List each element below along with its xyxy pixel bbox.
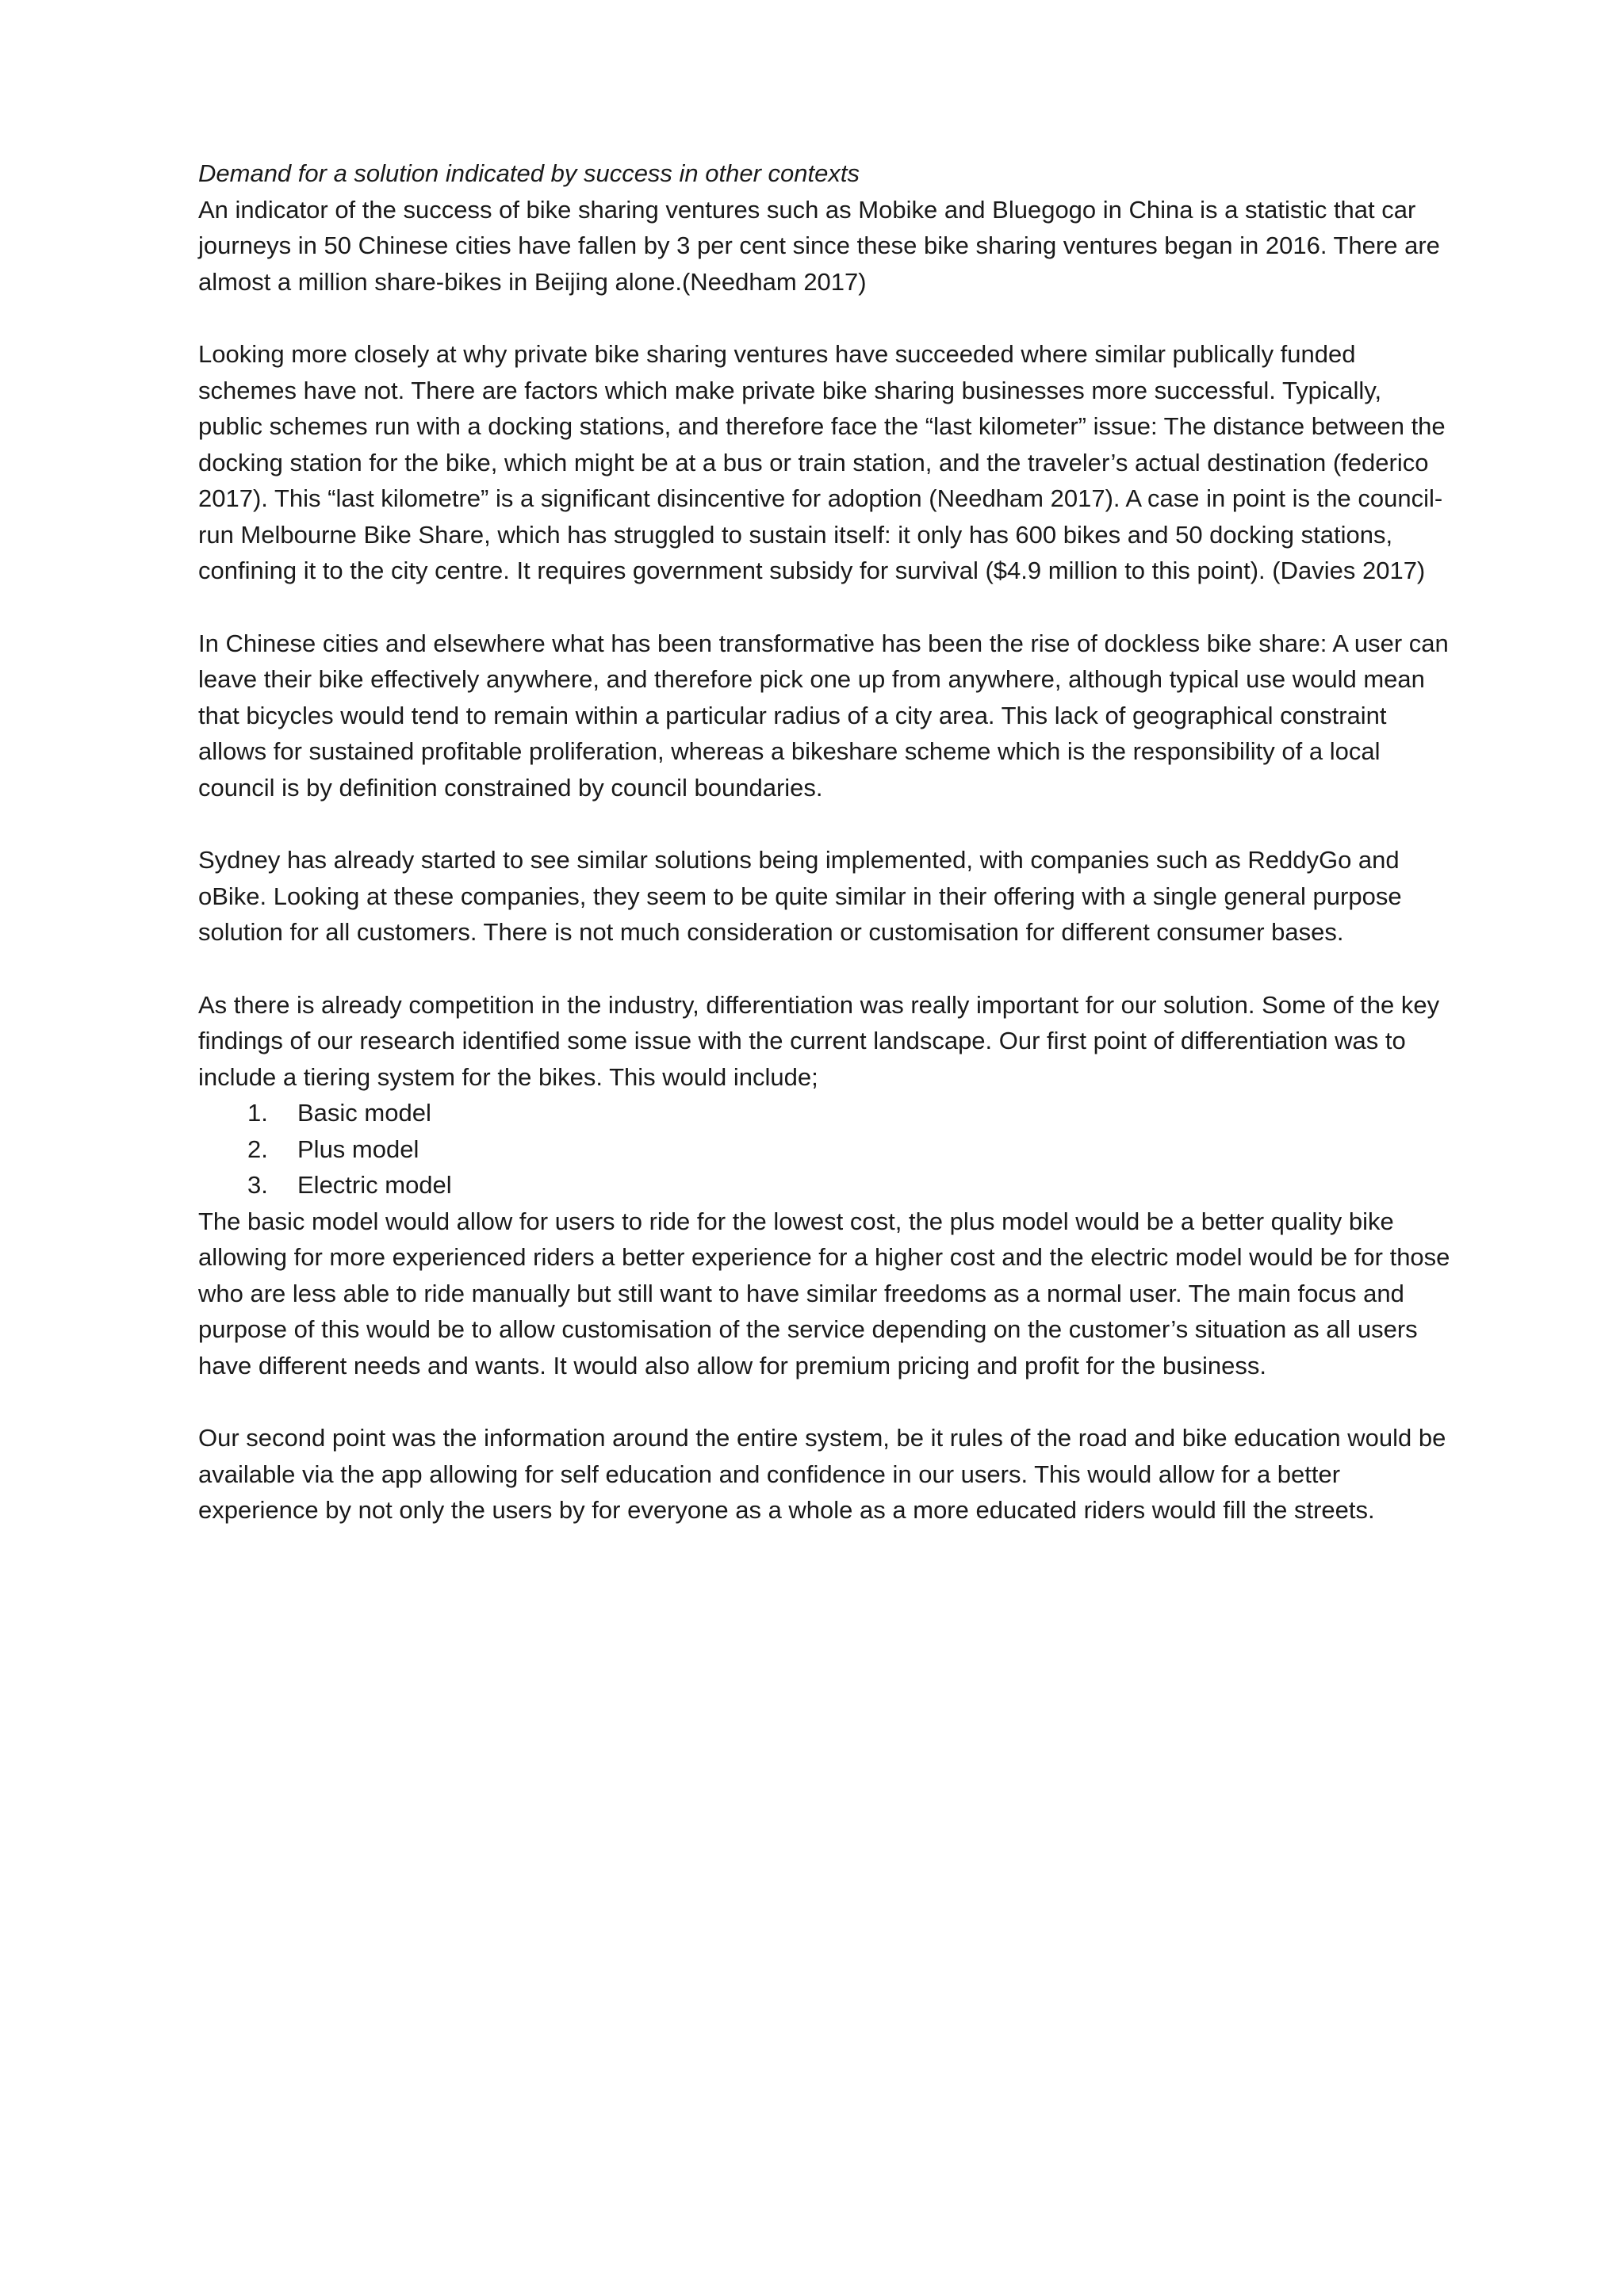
document-body bbox=[198, 155, 1451, 1529]
list-number: 2. bbox=[247, 1135, 268, 1163]
list-item-text: Electric model bbox=[297, 1171, 452, 1199]
paragraph-tiers-explained: The basic model would allow for users to ride for the lowest cost, the plus model would be a better quality bike allowing for more experienced riders a better experience for a higher cost and the electric model would be for those who are less able to ride manually but still want to have similar freedoms as a normal user. The main focus and purpose of this would be to allow customisation of the service depending on the customer’s situation as all users have different needs and wants. It would also allow for premium pricing and profit for the business. bbox=[198, 1207, 1450, 1380]
paragraph-education: Our second point was the information around the entire system, be it rules of the road and bike education would be available via the app allowing for self education and confidence in our users. This would allow for a better experience by not only the users by for everyone as a whole as a more educated riders would fill the streets. bbox=[198, 1424, 1446, 1524]
list-item bbox=[198, 1131, 1451, 1168]
tier-list bbox=[198, 1095, 1451, 1203]
paragraph-private-vs-public: Looking more closely at why private bike sharing ventures have succeeded where similar publically funded schemes have not. There are factors which make private bike sharing businesses more successful. Typically, public schemes run with a docking stations, and therefore face the “last kilometer” issue: The distance between the docking station for the bike, which might be at a bus or train station, and the traveler’s actual destination (federico 2017). This “last kilometre” is a significant disincentive for adoption (Needham 2017). A case in point is the council-run Melbourne Bike Share, which has struggled to sustain itself: it only has 600 bikes and 50 docking stations, confining it to the city centre. It requires government subsidy for survival ($4.9 million to this point). (Davies 2017) bbox=[198, 340, 1446, 584]
section-heading: Demand for a solution indicated by success in other contexts bbox=[198, 159, 860, 187]
paragraph-sydney: Sydney has already started to see similar solutions being implemented, with companies such as ReddyGo and oBike. Looking at these companies, they seem to be quite similar in their offering with a single general purpose solution for all customers. There is not much consideration or customisation for different consumer bases. bbox=[198, 846, 1402, 946]
list-item-text: Plus model bbox=[297, 1135, 419, 1163]
list-number: 1. bbox=[247, 1099, 268, 1127]
paragraph-differentiation: As there is already competition in the industry, differentiation was really important for our solution. Some of the key findings of our research identified some issue with the current landscape. Our first point of differentiation was to include a tiering system for the bikes. This would include; bbox=[198, 990, 1440, 1091]
list-item bbox=[198, 1167, 1451, 1203]
list-item bbox=[198, 1095, 1451, 1131]
list-number: 3. bbox=[247, 1171, 268, 1199]
paragraph-dockless: In Chinese cities and elsewhere what has been transformative has been the rise of dockless bike share: A user can leave their bike effectively anywhere, and therefore pick one up from anywhere, although typical use would mean that bicycles would tend to remain within a particular radius of a city area. This lack of geographical constraint allows for sustained profitable proliferation, whereas a bikeshare scheme which is the responsibility of a local council is by definition constrained by council boundaries. bbox=[198, 629, 1449, 802]
list-item-text: Basic model bbox=[297, 1099, 431, 1127]
paragraph-intro: An indicator of the success of bike sharing ventures such as Mobike and Bluegogo in China is a statistic that car journeys in 50 Chinese cities have fallen by 3 per cent since these bike sharing ventures began in 2016. There are almost a million share-bikes in Beijing alone.(Needham 2017) bbox=[198, 195, 1440, 296]
